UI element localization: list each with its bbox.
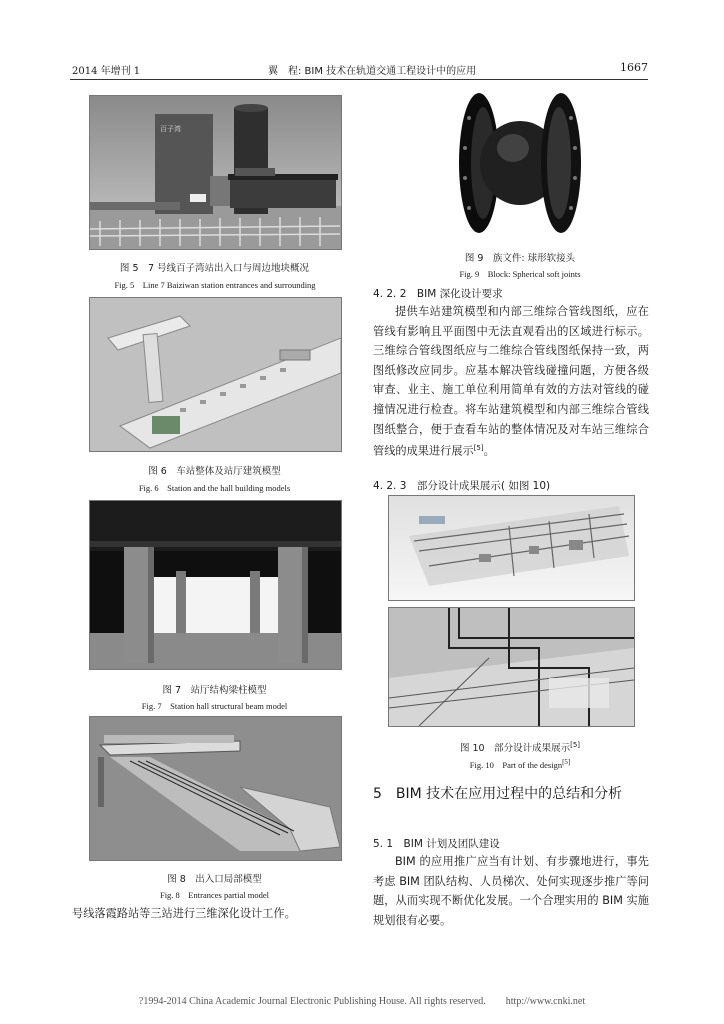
- header-article-title: 翼 程: BIM 技术在轨道交通工程设计中的应用: [268, 66, 477, 77]
- figure-9-caption-cn: 图 9 族文件: 球形软接头: [464, 253, 576, 264]
- section-5-1-paragraph: BIM 的应用推广应当有计划、有步骤地进行，事先考虑 BIM 团队结构、人员梯次、处何实现逐步推广等问题，从而实现不断优化发展。一个合理实用的 BIM 实施规划很有必要。: [373, 855, 649, 927]
- figure-10-caption-en: Fig. 10 Part of the design: [469, 759, 563, 770]
- figure-10-caption-cn-line: [390, 740, 650, 754]
- section-4-2-2-end: 。: [483, 444, 495, 458]
- figure-5-caption-cn: 图 5 7 号线百子湾站出入口与周边地块概况: [119, 263, 310, 274]
- header-rule: [70, 79, 648, 80]
- figure-10-caption-en-citation: [5]: [562, 758, 571, 766]
- section-5-1-heading: 5. 1 BIM 计划及团队建设: [373, 838, 500, 850]
- figure-6-image: [89, 297, 342, 452]
- figure-7-caption-cn: 图 7 站厅结构梁柱模型: [162, 685, 267, 696]
- figure-10-caption-cn: 图 10 部分设计成果展示: [459, 743, 571, 754]
- figure-6-caption-en: Fig. 6 Station and the hall building models: [138, 483, 291, 493]
- figure-10-caption-en-line: [390, 758, 650, 771]
- footer-copyright: ?1994-2014 China Academic Journal Electronic Publishing House. All rights reserved. http://www.cnki.net: [138, 996, 586, 1007]
- section-4-2-2-citation: [5]: [473, 444, 484, 453]
- figure-10-image-top: [388, 495, 635, 601]
- section-5-heading: 5 BIM 技术在应用过程中的总结和分析: [373, 786, 623, 802]
- figure-5-image: [89, 95, 342, 250]
- section-4-2-3-heading: 4. 2. 3 部分设计成果展示( 如图 10): [373, 480, 551, 492]
- figure-7-caption-en: Fig. 7 Station hall structural beam model: [141, 701, 288, 711]
- section-4-2-2-heading: 4. 2. 2 BIM 深化设计要求: [373, 288, 503, 300]
- header-journal-issue: 2014 年增刊 1: [72, 66, 141, 77]
- header-page-number: 1667: [620, 61, 648, 74]
- figure-5-sign-text: 百子湾: [160, 125, 181, 133]
- left-column-tail-text: 号线落霞路站等三站进行三维深化设计工作。: [72, 907, 296, 920]
- figure-7-image: [89, 500, 342, 670]
- section-4-2-2-text: 提供车站建筑模型和内部三维综合管线图纸，应在管线有影响且平面图中无法直观看出的区域进行标示。三维综合管线图纸应与二维综合管线图纸保持一致，两图纸修改应同步。应基本解决管线碰撞问题，方便各级审查、业主、施工单位利用简单有效的方法对管线的碰撞情况进行检查。将车站建筑模型和内部三维综合管线图纸整合，便于查看车站的整体情况及对车站三维综合管线的成果进行展示: [373, 305, 649, 458]
- figure-5-caption-en: Fig. 5 Line 7 Baiziwan station entrances and surrounding: [114, 280, 316, 290]
- figure-10-caption-cn-citation: [5]: [570, 740, 581, 749]
- figure-8-caption-en: Fig. 8 Entrances partial model: [159, 890, 270, 900]
- figure-9-image: [455, 88, 585, 238]
- section-4-2-2-paragraph: [373, 302, 649, 461]
- figure-10-image-bottom: [388, 607, 635, 727]
- figure-8-image: [89, 716, 342, 861]
- figure-9-caption-en: Fig. 9 Block: Spherical soft joints: [459, 269, 581, 279]
- figure-8-caption-cn: 图 8 出入口局部模型: [167, 874, 262, 885]
- figure-6-caption-cn: 图 6 车站整体及站厅建筑模型: [148, 466, 281, 477]
